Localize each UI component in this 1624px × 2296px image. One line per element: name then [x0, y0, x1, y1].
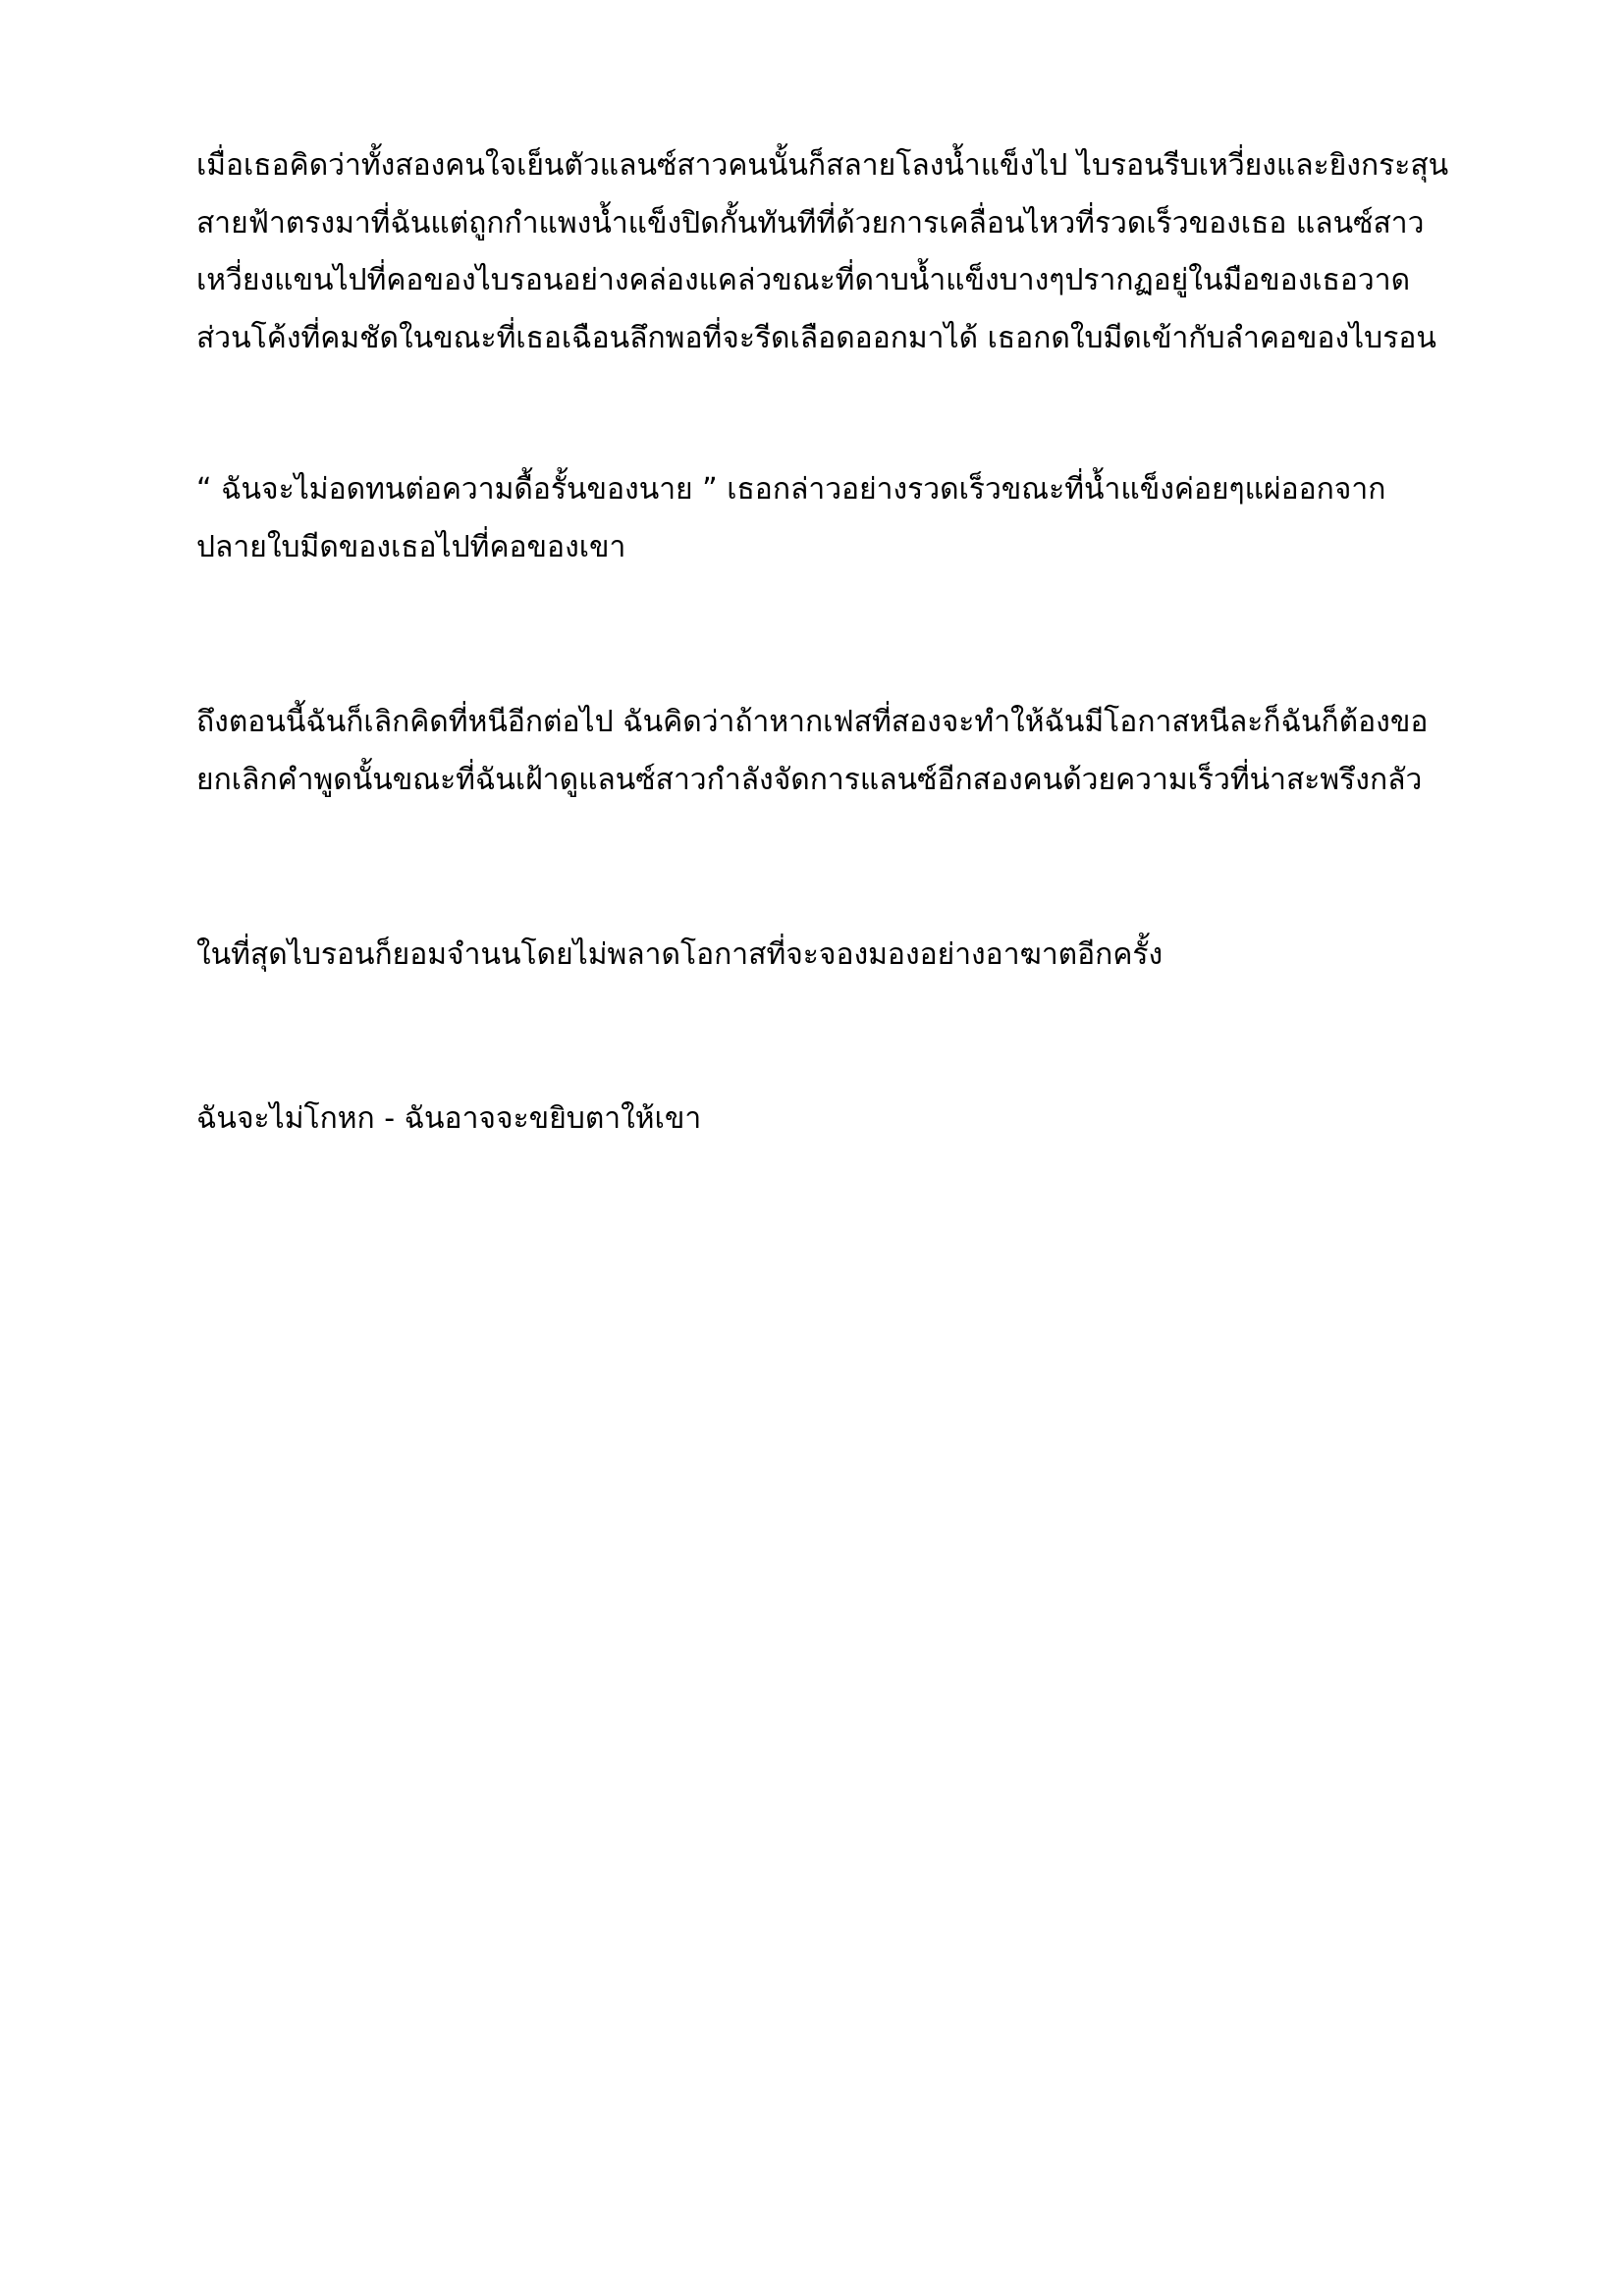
- paragraph-2: “ ฉันจะไม่อดทนต่อความดื้อรั้นของนาย ” เธอกล่าวอย่างรวดเร็วขณะที่น้ำแข็งค่อยๆแผ่ออกจากปลายใบมีดของเธอไปที่คอของเขา: [196, 472, 1386, 564]
- paragraph-spacer: [196, 576, 1453, 694]
- paragraph-1: เมื่อเธอคิดว่าทั้งสองคนใจเย็นตัวแลนซ์สาวคนนั้นก็สลายโลงน้ำแข็งไป ไบรอนรีบเหวี่ยงและยิงกระสุนสายฟ้าตรงมาที่ฉันแต่ถูกกำแพงน้ำแข็งปิดกั้นทันทีที่ด้วยการเคลื่อนไหวที่รวดเร็วของเธอ แลนซ์สาวเหวี่ยงแขนไปที่คอของไบรอนอย่างคล่องแคล่วขณะที่ดาบน้ำแข็งบางๆปรากฏอยู่ในมือของเธอวาดส่วนโค้งที่คมชัดในขณะที่เธอเฉือนลึกพอที่จะรีดเลือดออกมาได้ เธอกดใบมีดเข้ากับลำคอของไบรอน: [196, 148, 1449, 355]
- paragraph-spacer: [196, 985, 1453, 1091]
- paragraph-spacer: [196, 367, 1453, 461]
- paragraph-5: ฉันจะไม่โกหก - ฉันอาจจะขยิบตาให้เขา: [196, 1100, 702, 1136]
- paragraph-4: ในที่สุดไบรอนก็ยอมจำนนโดยไม่พลาดโอกาสที่จะจองมองอย่างอาฆาตอีกครั้ง: [196, 937, 1164, 972]
- paragraph-spacer: [196, 809, 1453, 927]
- paragraph-3: ถึงตอนนี้ฉันก็เลิกคิดที่หนีอีกต่อไป ฉันคิดว่าถ้าหากเฟสที่สองจะทำให้ฉันมีโอกาสหนีละก็ฉันก็ต้องขอยกเลิกคำพูดนั้นขณะที่ฉันเฝ้าดูแลนซ์สาวกำลังจัดการแลนซ์อีกสองคนด้วยความเร็วที่น่าสะพรึงกลัว: [196, 705, 1429, 797]
- document-body: [196, 137, 1453, 1148]
